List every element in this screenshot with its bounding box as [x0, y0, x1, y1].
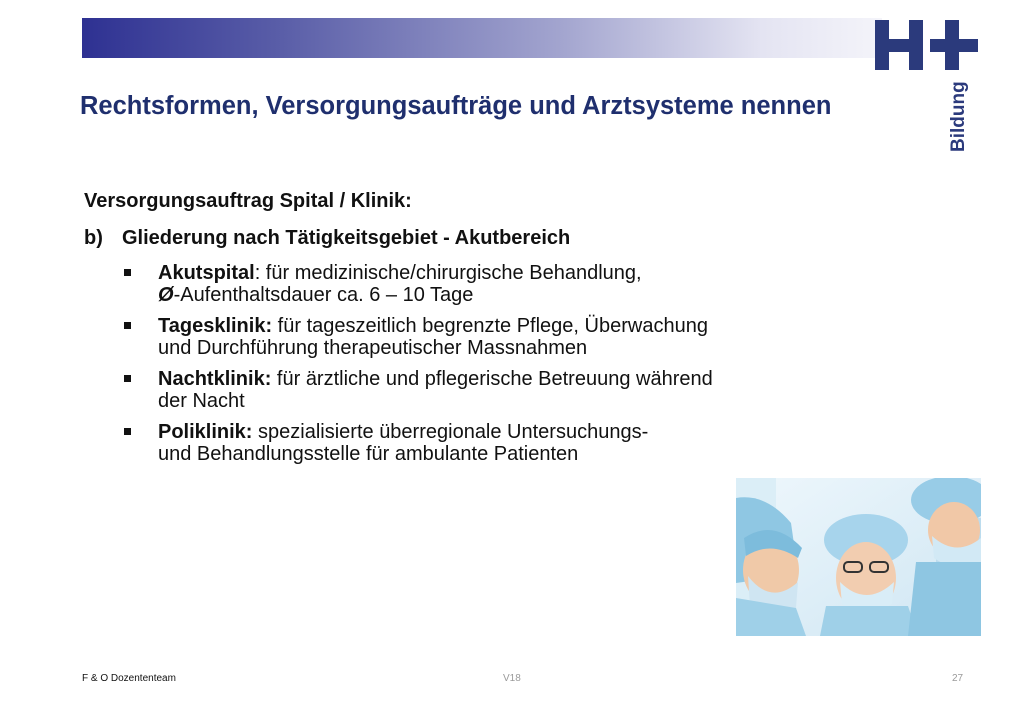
list-item-akutspital	[84, 262, 824, 306]
bullet-list	[84, 262, 824, 465]
section-heading: Versorgungsauftrag Spital / Klinik:	[84, 190, 412, 212]
square-bullet-icon	[124, 322, 131, 329]
footer-version: V18	[503, 673, 521, 684]
item-line-2	[158, 284, 824, 306]
page-number: 27	[952, 673, 964, 684]
svg-text:Bildung: Bildung	[948, 81, 969, 152]
surgeons-photo	[736, 478, 981, 636]
page-title: Rechtsformen, Versorgungsaufträge und Arztsysteme nennen	[80, 92, 832, 120]
item-text: für tageszeitlich begrenzte Pflege, Überwachung	[272, 315, 708, 337]
square-bullet-icon	[124, 269, 131, 276]
item-term: Akutspital	[158, 262, 255, 284]
item-text: spezialisierte überregionale Untersuchungs-	[252, 421, 649, 443]
item-text: für ärztliche und pflegerische Betreuung während	[271, 368, 713, 390]
square-bullet-icon	[124, 428, 131, 435]
subheading-text: Gliederung nach Tätigkeitsgebiet - Akutbereich	[122, 227, 571, 249]
square-bullet-icon	[124, 375, 131, 382]
header-gradient-bar	[82, 18, 882, 58]
item-text-2: -Aufenthaltsdauer ca. 6 – 10 Tage	[173, 284, 474, 306]
list-item-poliklinik	[84, 421, 824, 465]
item-line-1	[158, 315, 824, 337]
diameter-symbol: Ø	[158, 284, 174, 306]
item-line-1	[158, 368, 824, 390]
subheading-marker: b)	[84, 227, 103, 249]
slide-content	[84, 190, 824, 474]
item-term: Tagesklinik:	[158, 315, 273, 337]
item-line-1	[158, 262, 824, 284]
hplus-bildung-logo	[875, 18, 985, 158]
list-item-nachtklinik	[84, 368, 824, 412]
subheading	[84, 227, 824, 250]
item-term: Nachtklinik:	[158, 368, 272, 390]
item-line-2: der Nacht	[158, 390, 245, 412]
list-item-tagesklinik	[84, 315, 824, 359]
item-text: : für medizinische/chirurgische Behandlung,	[254, 262, 642, 284]
item-term: Poliklinik:	[158, 421, 253, 443]
item-line-1	[158, 421, 824, 443]
item-line-2: und Durchführung therapeutischer Massnahmen	[158, 337, 588, 359]
footer-author: F & O Dozententeam	[82, 673, 176, 684]
item-line-2: und Behandlungsstelle für ambulante Patienten	[158, 443, 579, 465]
